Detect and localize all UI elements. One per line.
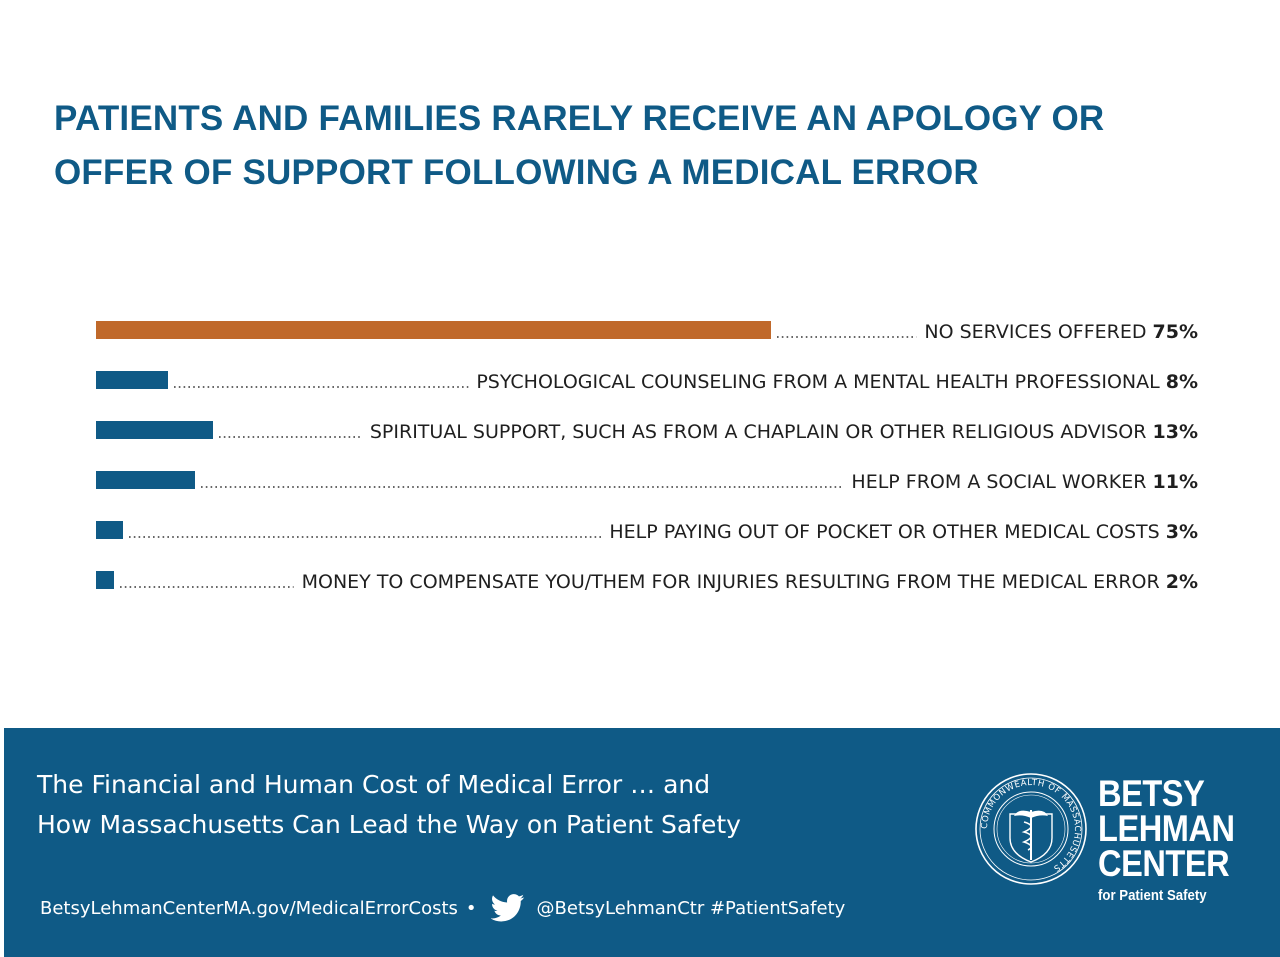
title-line-1: PATIENTS AND FAMILIES RARELY RECEIVE AN APOLOGY OR — [54, 99, 1105, 138]
brand-logo — [1098, 773, 1253, 904]
bar-1 — [96, 321, 771, 339]
bar-label-2 — [476, 371, 1198, 393]
value-label-3: 13% — [1152, 421, 1198, 443]
twitter-bird-icon — [491, 894, 525, 922]
chart-title — [54, 92, 1204, 200]
bar-chart — [0, 300, 1280, 600]
category-label-6: MONEY TO COMPENSATE YOU/THEM FOR INJURIES RESULTING FROM THE MEDICAL ERROR — [301, 571, 1166, 593]
brand-line-3: CENTER — [1098, 843, 1230, 884]
bar-5 — [96, 521, 123, 539]
seal-ring-text: COMMONWEALTH OF MASSACHUSETTS — [979, 777, 1083, 874]
category-label-5: HELP PAYING OUT OF POCKET OR OTHER MEDICAL COSTS — [609, 521, 1166, 543]
value-label-4: 11% — [1152, 471, 1198, 493]
category-label-1: NO SERVICES OFFERED — [924, 321, 1153, 343]
title-line-2: OFFER OF SUPPORT FOLLOWING A MEDICAL ERROR — [54, 153, 979, 192]
bar-label-3 — [370, 421, 1198, 443]
category-label-2: PSYCHOLOGICAL COUNSELING FROM A MENTAL HEALTH PROFESSIONAL — [476, 371, 1166, 393]
category-label-3: SPIRITUAL SUPPORT, SUCH AS FROM A CHAPLAIN OR OTHER RELIGIOUS ADVISOR — [369, 421, 1153, 443]
brand-line-1: BETSY — [1098, 773, 1205, 814]
massachusetts-seal-icon — [974, 772, 1088, 886]
value-label-2: 8% — [1165, 371, 1198, 393]
footer-subtitle-line-1: The Financial and Human Cost of Medical Error … and — [37, 770, 711, 799]
bar-6 — [96, 571, 114, 589]
bar-label-4 — [851, 471, 1198, 493]
brand-tagline: for Patient Safety — [1098, 887, 1207, 904]
social-handle[interactable]: @BetsyLehmanCtr #PatientSafety — [536, 897, 846, 919]
bar-label-6 — [302, 571, 1198, 593]
value-label-5: 3% — [1165, 521, 1198, 543]
category-label-4: HELP FROM A SOCIAL WORKER — [851, 471, 1153, 493]
footer-links — [40, 894, 845, 922]
separator-bullet: • — [465, 897, 477, 919]
bar-4 — [96, 471, 195, 489]
bar-3 — [96, 421, 213, 439]
value-label-6: 2% — [1165, 571, 1198, 593]
brand-line-2: LEHMAN — [1098, 808, 1235, 849]
value-label-1: 75% — [1152, 321, 1198, 343]
footer-subtitle-line-2: How Massachusetts Can Lead the Way on Patient Safety — [37, 810, 741, 839]
bar-2 — [96, 371, 168, 389]
footer-banner — [4, 728, 1280, 957]
website-link[interactable]: BetsyLehmanCenterMA.gov/MedicalErrorCosts — [40, 897, 458, 919]
bar-label-5 — [609, 521, 1198, 543]
bar-label-1 — [924, 321, 1198, 343]
